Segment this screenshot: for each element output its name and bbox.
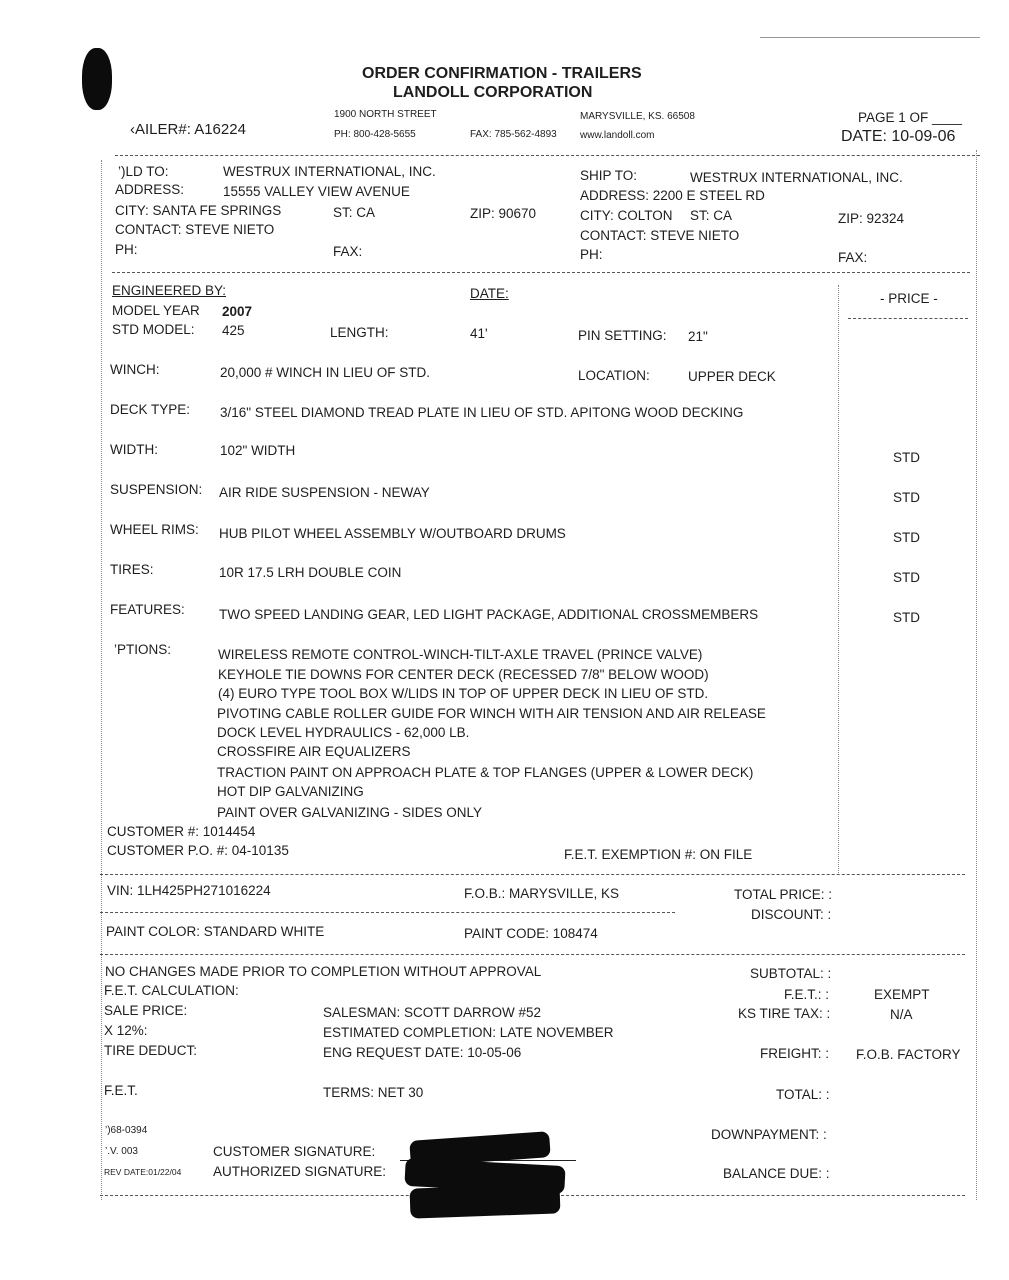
fob: F.O.B.: MARYSVILLE, KS	[464, 886, 620, 901]
total-price-label: TOTAL PRICE: :	[734, 887, 833, 902]
tires-price: STD	[893, 570, 920, 585]
salesman: SALESMAN: SCOTT DARROW #52	[323, 1005, 542, 1020]
freight-value: F.O.B. FACTORY	[856, 1047, 961, 1062]
fet-value: EXEMPT	[874, 987, 930, 1002]
left-edge-divider	[101, 160, 102, 1200]
model-year-label: MODEL YEAR	[112, 303, 200, 318]
width-label: WIDTH:	[110, 442, 158, 457]
sold-to-state: ST: CA	[333, 205, 376, 220]
option-item: CROSSFIRE AIR EQUALIZERS	[217, 744, 411, 759]
width: 102" WIDTH	[220, 443, 296, 458]
pin-setting: 21"	[688, 329, 708, 344]
tires: 10R 17.5 LRH DOUBLE COIN	[219, 565, 402, 580]
option-item: WIRELESS REMOTE CONTROL-WINCH-TILT-AXLE TRAVEL (PRINCE VALVE)	[218, 647, 703, 662]
customer-po: CUSTOMER P.O. #: 04-10135	[107, 843, 289, 858]
ship-to-zip: ZIP: 92324	[838, 211, 905, 226]
divider	[115, 155, 980, 156]
ship-to-fax: FAX:	[838, 250, 868, 265]
ship-to-phone: PH:	[580, 247, 603, 262]
option-item: HOT DIP GALVANIZING	[217, 784, 364, 799]
scan-edge-line	[760, 37, 980, 38]
sold-to-address-label: ADDRESS:	[115, 182, 185, 197]
deck-type-label: DECK TYPE:	[110, 402, 191, 417]
suspension: AIR RIDE SUSPENSION - NEWAY	[219, 485, 430, 500]
divider	[848, 318, 968, 319]
discount-label: DISCOUNT: :	[751, 907, 832, 922]
fet-exemption: F.E.T. EXEMPTION #: ON FILE	[564, 847, 753, 862]
pin-setting-label: PIN SETTING:	[578, 328, 667, 343]
price-header: - PRICE -	[880, 291, 938, 306]
no-changes-notice: NO CHANGES MADE PRIOR TO COMPLETION WITHOUT APPROVAL	[105, 964, 542, 979]
company-phone: PH: 800-428-5655	[334, 129, 416, 140]
std-model: 425	[222, 323, 245, 338]
sale-price-label: SALE PRICE:	[104, 1003, 188, 1018]
ks-tire-tax-value: N/A	[890, 1007, 913, 1022]
company-name: LANDOLL CORPORATION	[393, 84, 593, 101]
customer-number: CUSTOMER #: 1014454	[107, 824, 256, 839]
engineered-by-label: ENGINEERED BY:	[112, 283, 227, 298]
option-item: TRACTION PAINT ON APPROACH PLATE & TOP FLANGES (UPPER & LOWER DECK)	[217, 765, 754, 780]
features-label: FEATURES:	[110, 602, 185, 617]
option-item: PAINT OVER GALVANIZING - SIDES ONLY	[217, 805, 483, 820]
fet-calculation-label: F.E.T. CALCULATION:	[104, 983, 239, 998]
ship-to-address: ADDRESS: 2200 E STEEL RD	[580, 188, 765, 203]
sold-to-contact: CONTACT: STEVE NIETO	[115, 222, 275, 237]
sold-to-fax: FAX:	[333, 244, 363, 259]
wheel-rims-label: WHEEL RIMS:	[110, 522, 199, 537]
company-street: 1900 NORTH STREET	[334, 109, 437, 120]
deck-type: 3/16" STEEL DIAMOND TREAD PLATE IN LIEU OF STD. APITONG WOOD DECKING	[220, 405, 744, 420]
length: 41'	[470, 326, 488, 341]
wheel-rims-price: STD	[893, 530, 920, 545]
ship-to-name: WESTRUX INTERNATIONAL, INC.	[690, 170, 903, 185]
sold-to-address: 15555 VALLEY VIEW AVENUE	[223, 184, 410, 199]
features: TWO SPEED LANDING GEAR, LED LIGHT PACKAGE, ADDITIONAL CROSSMEMBERS	[219, 607, 759, 622]
width-price: STD	[893, 450, 920, 465]
x12-label: X 12%:	[104, 1023, 148, 1038]
option-item: DOCK LEVEL HYDRAULICS - 62,000 LB.	[217, 725, 470, 740]
price-column-divider	[838, 285, 839, 875]
order-date: DATE: 10-09-06	[841, 128, 956, 145]
location-label: LOCATION:	[578, 368, 650, 383]
terms: TERMS: NET 30	[323, 1085, 424, 1100]
form-number: ’)68-0394	[105, 1125, 148, 1136]
downpayment-label: DOWNPAYMENT: :	[711, 1127, 827, 1142]
ship-to-city: CITY: COLTON	[580, 208, 673, 223]
divider	[100, 874, 965, 875]
winch-label: WINCH:	[110, 362, 160, 377]
divider	[100, 912, 675, 913]
estimated-completion: ESTIMATED COMPLETION: LATE NOVEMBER	[323, 1025, 614, 1040]
authorized-signature-label: AUTHORIZED SIGNATURE:	[213, 1164, 387, 1179]
revision: ’.V. 003	[105, 1146, 138, 1157]
document-title: ORDER CONFIRMATION - TRAILERS	[362, 65, 642, 82]
ship-to-state: ST: CA	[690, 208, 733, 223]
ks-tire-tax-label: KS TIRE TAX: :	[738, 1006, 831, 1021]
page-number: PAGE 1 OF ____	[858, 110, 963, 125]
punch-hole-mark	[82, 48, 112, 110]
company-city: MARYSVILLE, KS. 66508	[580, 111, 695, 122]
length-label: LENGTH:	[330, 325, 389, 340]
suspension-price: STD	[893, 490, 920, 505]
fet-total-label: F.E.T.	[104, 1083, 138, 1098]
tires-label: TIRES:	[110, 562, 154, 577]
winch: 20,000 # WINCH IN LIEU OF STD.	[220, 365, 431, 380]
paint-code: PAINT CODE: 108474	[464, 926, 598, 941]
tire-deduct-label: TIRE DEDUCT:	[104, 1043, 198, 1058]
model-year: 2007	[222, 304, 253, 319]
sold-to-name: WESTRUX INTERNATIONAL, INC.	[223, 164, 436, 179]
freight-label: FREIGHT: :	[760, 1046, 830, 1061]
paint-color: PAINT COLOR: STANDARD WHITE	[106, 924, 325, 939]
right-edge-divider	[976, 150, 977, 1200]
option-item: KEYHOLE TIE DOWNS FOR CENTER DECK (RECESSED 7/8" BELOW WOOD)	[218, 667, 709, 682]
eng-request-date: ENG REQUEST DATE: 10-05-06	[323, 1045, 522, 1060]
ship-to-label: SHIP TO:	[580, 168, 638, 183]
vin: VIN: 1LH425PH271016224	[107, 883, 271, 898]
option-item: (4) EURO TYPE TOOL BOX W/LIDS IN TOP OF UPPER DECK IN LIEU OF STD.	[218, 686, 709, 701]
suspension-label: SUSPENSION:	[110, 482, 203, 497]
subtotal-label: SUBTOTAL: :	[750, 966, 832, 981]
std-model-label: STD MODEL:	[112, 322, 195, 337]
divider	[100, 954, 965, 955]
features-price: STD	[893, 610, 920, 625]
option-item: PIVOTING CABLE ROLLER GUIDE FOR WINCH WITH AIR TENSION AND AIR RELEASE	[217, 706, 766, 721]
sold-to-city: CITY: SANTA FE SPRINGS	[115, 203, 282, 218]
sold-to-phone: PH:	[115, 242, 138, 257]
revision-date: REV DATE:01/22/04	[104, 1167, 182, 1177]
balance-due-label: BALANCE DUE: :	[723, 1166, 830, 1181]
company-web: www.landoll.com	[580, 130, 655, 141]
sold-to-zip: ZIP: 90670	[470, 206, 537, 221]
location: UPPER DECK	[688, 369, 776, 384]
trailer-number: ‹AILER#: A16224	[130, 121, 246, 138]
wheel-rims: HUB PILOT WHEEL ASSEMBLY W/OUTBOARD DRUMS	[219, 526, 566, 541]
divider	[112, 272, 970, 273]
options-label: ’PTIONS:	[114, 642, 172, 657]
total-label: TOTAL: :	[776, 1087, 830, 1102]
company-fax: FAX: 785-562-4893	[470, 129, 557, 140]
customer-signature-label: CUSTOMER SIGNATURE:	[213, 1144, 376, 1159]
ship-to-contact: CONTACT: STEVE NIETO	[580, 228, 740, 243]
spec-date-label: DATE:	[470, 286, 509, 301]
sold-to-label: ’)LD TO:	[118, 164, 169, 179]
fet-label: F.E.T.: :	[784, 987, 830, 1002]
